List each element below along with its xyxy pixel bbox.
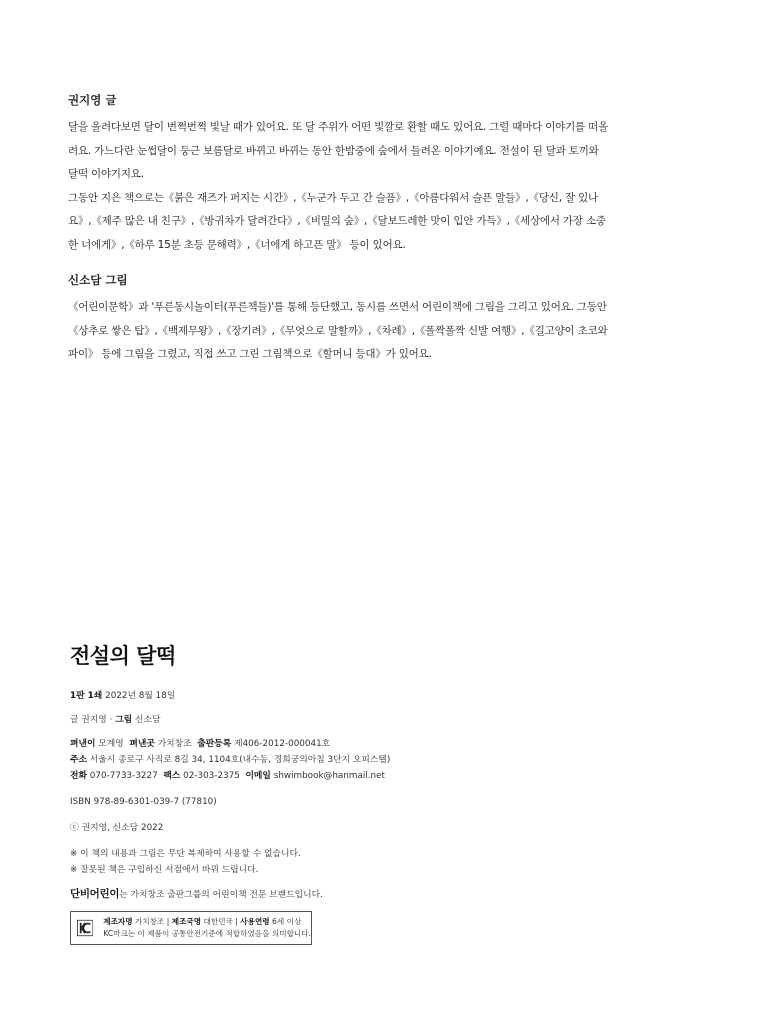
- email-label: 이메일: [245, 771, 271, 781]
- address-label: 주소: [70, 755, 87, 765]
- phone-value: 070-7733-3227: [89, 771, 158, 781]
- country-value: 대한민국: [203, 917, 233, 926]
- kc-explanation: KC마크는 이 제품이 공통안전기준에 적합하였음을 의미합니다.: [103, 929, 311, 938]
- contact-line: [70, 768, 630, 784]
- fax-value: 02-303-2375: [183, 771, 240, 781]
- registration-label: 출판등록: [197, 739, 232, 749]
- age-label: 사용연령: [240, 917, 270, 926]
- author-heading: 권지영 글: [68, 93, 117, 107]
- brand-description: 는 가치창조 출판그룹의 어린이책 전문 브랜드입니다.: [119, 890, 323, 900]
- country-label: 제조국명: [171, 917, 202, 926]
- notice-copy: ※ 이 책의 내용과 그림은 무단 복제하여 사용할 수 없습니다.: [70, 849, 301, 859]
- age-value: 6세 이상: [272, 917, 302, 926]
- phone-label: 전화: [70, 771, 87, 781]
- email-value: shwimbook@hanmail.net: [273, 771, 385, 781]
- manufacturer-value: 가치창조: [135, 917, 165, 926]
- publisher-name: 모계영: [98, 739, 124, 749]
- credits-separator: ·: [109, 715, 113, 725]
- author-paragraph-1: 달을 올려다보면 달이 번쩍번쩍 빛날 때가 있어요. 또 달 주위가 어떤 빛깔로 환할 때도 있어요. 그럴 때마다 이야기를 떠올려요. 가느다란 눈썹달이 둥근 보름달로 바뀌고 바뀌는 동안 한밤중에 숲에서 들려온 이야기예요. 전설이 된 달과 토끼와 달떡 이야기지요.: [68, 121, 609, 180]
- kc-certification-box: [70, 911, 312, 945]
- illustrator-bio: [68, 272, 608, 367]
- writer-label: 글: [70, 715, 79, 725]
- artist-label: 그림: [115, 715, 133, 725]
- registration-number: 제406-2012-000041호: [234, 739, 331, 749]
- kc-separator-2: |: [235, 917, 238, 926]
- credits-line: [70, 712, 630, 728]
- kc-info-line: [103, 916, 311, 928]
- manufacturer-label: 제조자명: [103, 917, 133, 926]
- illustrator-heading: 신소담 그림: [68, 273, 128, 287]
- house-label: 펴낸곳: [129, 739, 155, 749]
- illustrator-paragraph-1: 《어린이문학》과 '푸른동시놀이터(푸른책들)'를 통해 등단했고, 동시를 쓰면서 어린이책에 그림을 그리고 있어요. 그동안 《상추로 쌓은 탑》,《백제무왕》,《장기려》,《무엇으로 말할까》,《차례》,《폴짝폴짝 신발 여행》,《길고양이 초코와 파이》 등에 그림을 그렸고, 직접 쓰고 그린 그림책으로《할머니 등대》가 있어요.: [68, 301, 608, 360]
- address-value: 서울시 종로구 사직로 8길 34, 1104호(내수동, 경희궁의아침 3단지 오피스텔): [89, 755, 391, 765]
- house-name: 가치창조: [157, 739, 192, 749]
- kc-separator-1: |: [166, 917, 170, 926]
- brand-line: [70, 886, 630, 903]
- copyright: ⓒ 권지영, 신소담 2022: [70, 823, 164, 833]
- notice-exchange: ※ 잘못된 책은 구입하신 서점에서 바꿔 드립니다.: [70, 865, 259, 875]
- fax-label: 팩스: [163, 771, 181, 781]
- brand-logo: 단비어린이: [70, 888, 120, 900]
- author-bio: [68, 92, 608, 257]
- artist-name: 신소담: [134, 715, 161, 725]
- edition-line: [70, 688, 630, 704]
- publisher-label: 펴낸이: [70, 739, 96, 749]
- edition-label: 1판 1쇄: [70, 691, 103, 701]
- book-title: 전설의 달떡: [70, 644, 176, 668]
- edition-date: 2022년 8월 18일: [105, 691, 176, 701]
- author-paragraph-2: 그동안 지은 책으로는《붉은 재즈가 퍼지는 시간》,《누군가 두고 간 슬픔》,《아름다워서 슬픈 말들》,《당신, 잘 있나요》,《제주 많은 내 친구》,《방귀차가 달려간다》,《비밀의 숲》,《달보드레한 맛이 입안 가득》,《세상에서 가장 소중한 너에게》,《하루 15분 초등 문해력》,《너에게 하고픈 말》 등이 있어요.: [68, 191, 606, 251]
- colophon: [70, 640, 630, 945]
- publisher-line: [70, 736, 630, 752]
- kc-mark-icon: [77, 917, 93, 939]
- writer-name: 권지영: [81, 715, 107, 725]
- isbn: ISBN 978-89-6301-039-7 (77810): [70, 797, 217, 807]
- address-line: [70, 752, 630, 768]
